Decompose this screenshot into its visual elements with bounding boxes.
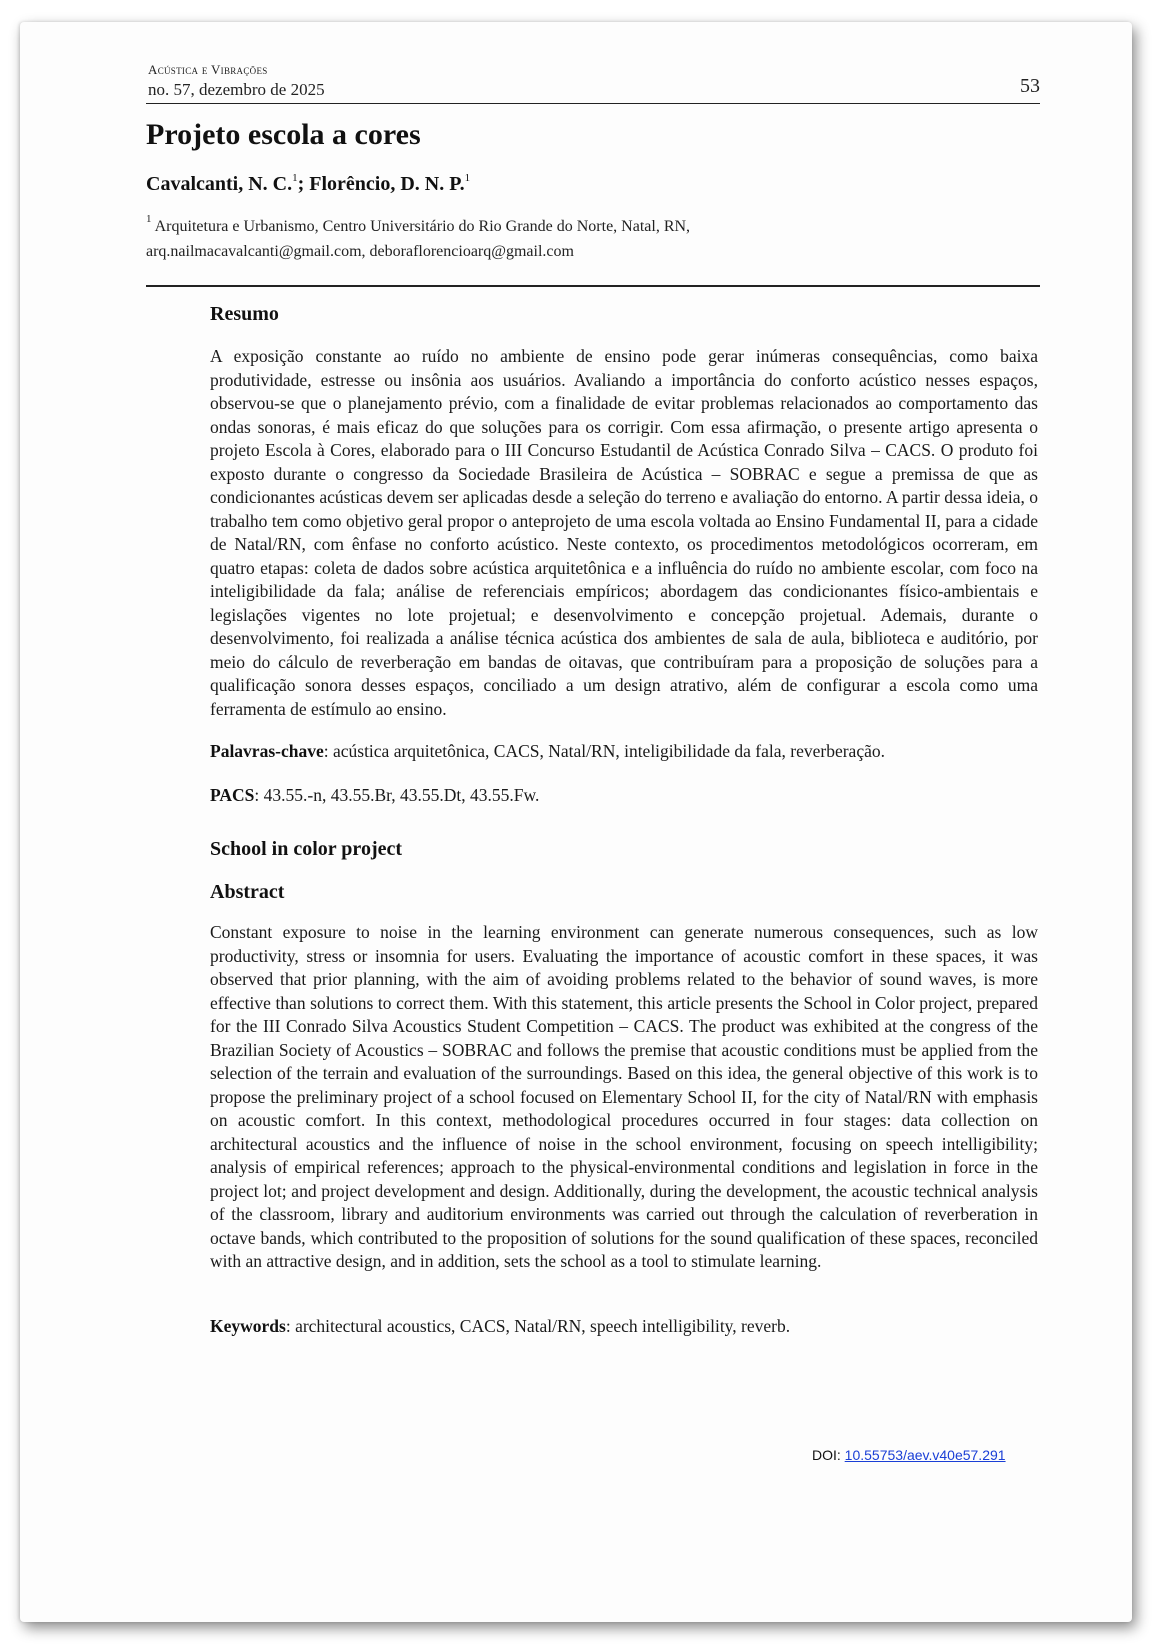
journal-name: Acústica e Vibrações <box>148 62 268 77</box>
page-number: 53 <box>1020 75 1040 97</box>
article-title: Projeto escola a cores <box>146 118 421 151</box>
abstract-text: Constant exposure to noise in the learning environment can generate numerous consequences, such as low productivity, stress or insomnia for users. Evaluating the importance of acoustic comfort in these spaces, it was observed that prior planning, with the aim of avoiding problems related to the behavior of sound waves, is more effective than solutions to correct them. With this statement, this article presents the School in Color project, prepared for the III Conrado Silva Acoustics Student Competition – CACS. The product was exhibited at the congress of the Brazilian Society of Acoustics – SOBRAC and follows the premise that acoustic conditions must be applied from the selection of the terrain and evaluation of the surroundings. Based on this idea, the general objective of this work is to propose the preliminary project of a school focused on Elementary School II, for the city of Natal/RN with emphasis on acoustic comfort. In this context, methodological procedures occurred in four stages: data collection on architectural acoustics and the influence of noise in the school environment, focusing on speech intelligibility; analysis of empirical references; approach to the physical-environmental conditions and legislation in force in the project lot; and project development and design. Additionally, during the development, the acoustic technical analysis of the classroom, library and auditorium environments was carried out through the calculation of reverberation in octave bands, which contributed to the proposition of solutions for the sound qualification of these spaces, reconciled with an attractive design, and in addition, sets the school as a tool to stimulate learning. <box>210 922 1038 1271</box>
author-emails: arq.nailmacavalcanti@gmail.com, deboraflorencioarq@gmail.com <box>146 243 574 260</box>
author-affiliation-mark: 1 <box>464 172 471 184</box>
resumo-keywords <box>210 741 1040 762</box>
pacs-codes <box>210 785 1040 806</box>
keywords-label-en: Keywords <box>210 1316 286 1336</box>
affiliation-line <box>146 207 690 239</box>
abstract-heading: Abstract <box>210 881 285 903</box>
affiliation-block <box>146 207 690 264</box>
author-affiliation-mark: 1 <box>292 172 298 184</box>
pacs-label: PACS <box>210 785 255 805</box>
author-separator: ; <box>297 173 310 195</box>
abstract-keywords <box>210 1316 1040 1337</box>
author-list <box>146 172 470 196</box>
affiliation-mark: 1 <box>146 213 152 225</box>
doi-label: DOI: <box>812 1447 845 1463</box>
pacs-text: : 43.55.-n, 43.55.Br, 43.55.Dt, 43.55.Fw. <box>254 785 540 805</box>
header-rule <box>146 103 1040 104</box>
section-rule <box>146 285 1040 287</box>
doi-link[interactable]: 10.55753/aev.v40e57.291 <box>844 1447 1006 1463</box>
keywords-text: : acústica arquitetônica, CACS, Natal/RN, inteligibilidade da fala, reverberação. <box>323 741 885 761</box>
keywords-text-en: : architectural acoustics, CACS, Natal/RN, speech intelligibility, reverb. <box>285 1316 791 1336</box>
english-title: School in color project <box>210 838 403 860</box>
author-name: Cavalcanti, N. C. <box>146 173 293 195</box>
resumo-text: A exposição constante ao ruído no ambiente de ensino pode gerar inúmeras consequências, como baixa produtividade, estresse ou insônia aos usuários. Avaliando a importância do conforto acústico nesses espaços, observou-se que o planejamento prévio, com a finalidade de evitar problemas relacionados ao comportamento das ondas sonoras, é mais eficaz do que soluções para os corrigir. Com essa afirmação, o presente artigo apresenta o projeto Escola à Cores, elaborado para o III Concurso Estudantil de Acústica Conrado Silva – CACS. O produto foi exposto durante o congresso da Sociedade Brasileira de Acústica – SOBRAC e segue a premissa de que as condicionantes acústicas devem ser aplicadas desde a seleção do terreno e avaliação do entorno. A partir dessa ideia, o trabalho tem como objetivo geral propor o anteprojeto de uma escola voltada ao Ensino Fundamental II, para a cidade de Natal/RN, com ênfase no conforto acústico. Neste contexto, os procedimentos metodológicos ocorreram, em quatro etapas: coleta de dados sobre acústica arquitetônica e a influência do ruído no ambiente escolar, com foco na inteligibilidade da fala; análise de referenciais empíricos; abordagem das condicionantes físico-ambientais e legislações vigentes no lote projetual; e desenvolvimento e concepção projetual. Ademais, durante o desenvolvimento, foi realizada a análise técnica acústica dos ambientes de sala de aula, biblioteca e auditório, por meio do cálculo de reverberação em bandas de oitavas, que contribuíram para a proposição de soluções para a qualificação sonora desses espaços, conciliado a um design atrativo, além de configurar a escola como uma ferramenta de estímulo ao ensino. <box>210 346 1038 719</box>
resumo-heading: Resumo <box>210 303 279 325</box>
keywords-label: Palavras-chave <box>210 741 324 761</box>
author-name: Florêncio, D. N. P. <box>309 173 465 195</box>
doi-line <box>812 1447 1006 1463</box>
affiliation-text: Arquitetura e Urbanismo, Centro Universitário do Rio Grande do Norte, Natal, RN, <box>154 218 691 235</box>
issue-info: no. 57, dezembro de 2025 <box>148 80 325 99</box>
